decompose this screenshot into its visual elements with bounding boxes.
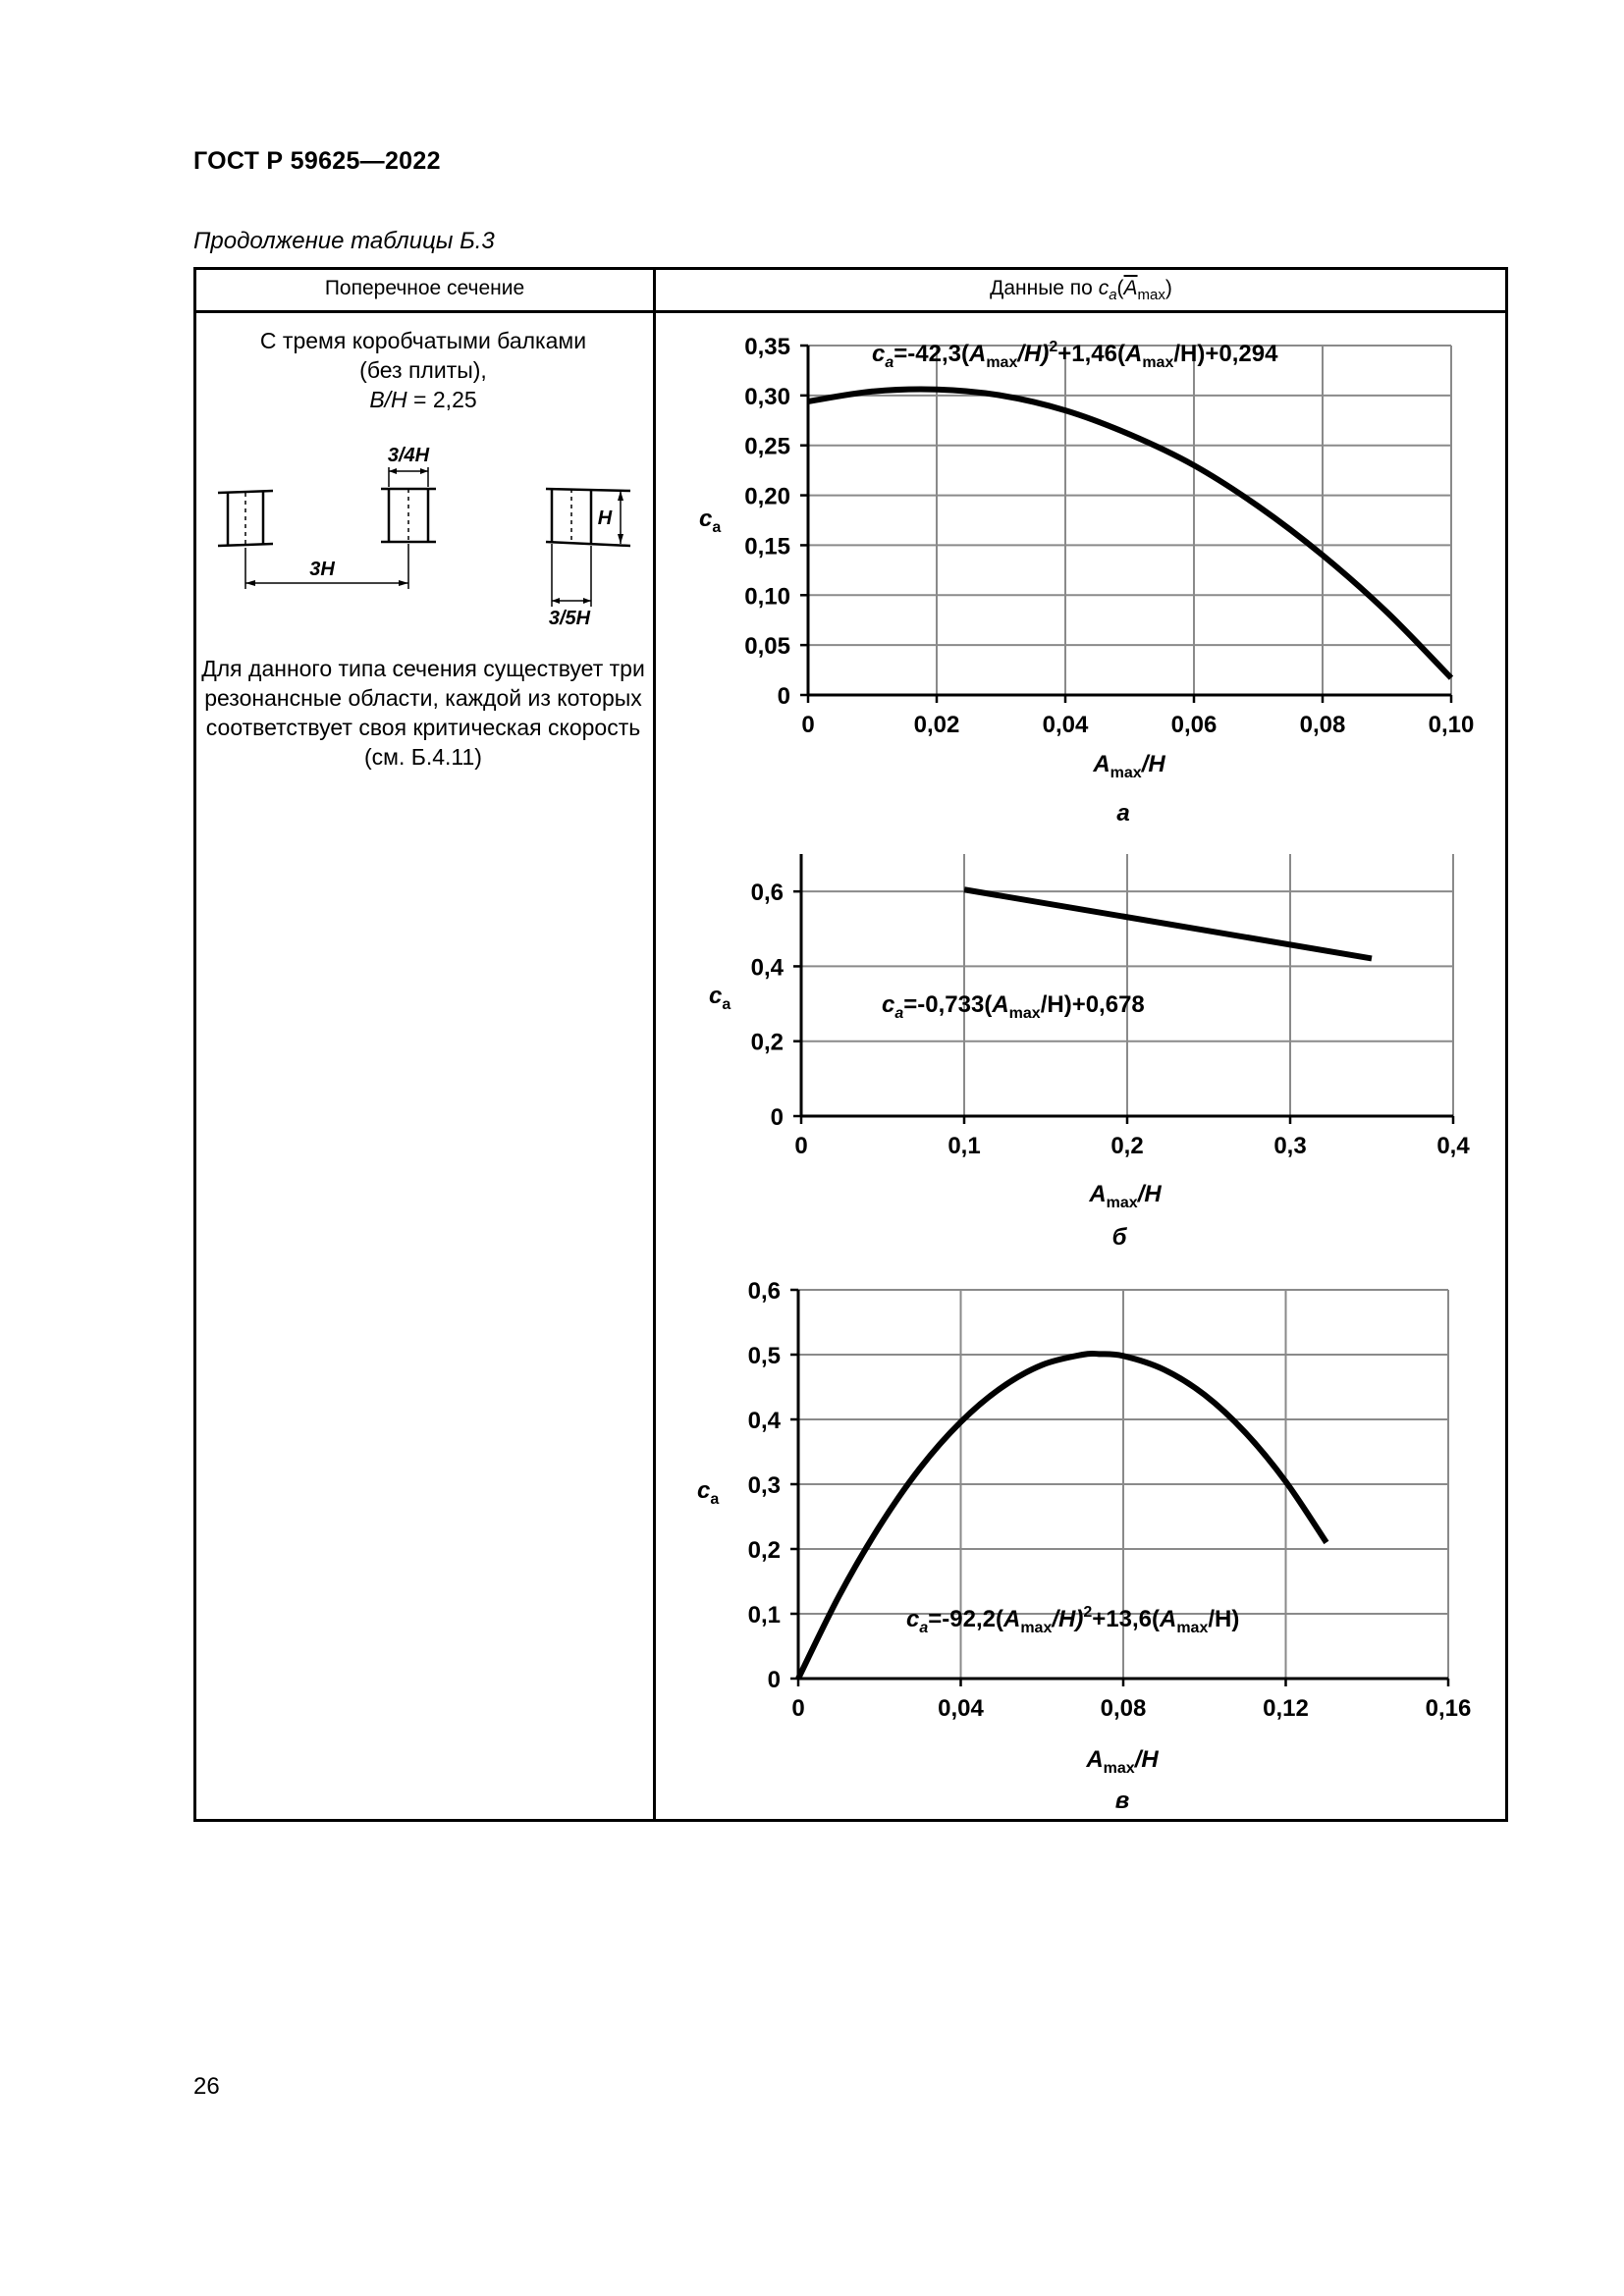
formula-c-sub: a <box>894 1005 904 1022</box>
formula-eq: =-42,3( <box>893 341 969 367</box>
x-axis-label <box>1092 751 1165 781</box>
formula-c-sub: a <box>919 1620 929 1636</box>
x-tick-label: 0,4 <box>1436 1133 1470 1159</box>
y-tick-label: 0,6 <box>747 1278 781 1305</box>
formula-label <box>906 1604 1239 1636</box>
formula-mid: +13,6( <box>1092 1606 1160 1632</box>
formula-mid: +1,46( <box>1057 341 1125 367</box>
y-tick-label: 0,4 <box>747 1408 781 1434</box>
standard-header: ГОСТ Р 59625—2022 <box>193 147 441 175</box>
formula-A-sub: max <box>1008 1005 1041 1022</box>
formula-A: A <box>968 341 987 367</box>
x-tick-label: 0,1 <box>947 1133 981 1159</box>
y-axis-label-sub: a <box>710 1491 720 1508</box>
header-data-prefix: Данные по <box>990 277 1099 299</box>
header-cross-section: Поперечное сечение <box>324 277 525 299</box>
x-axis-label <box>1088 1181 1162 1211</box>
x-tick-label: 0,16 <box>1425 1695 1472 1722</box>
chart-c-svg <box>656 1266 1506 1816</box>
sketch-spacing-label: 3H <box>309 559 335 580</box>
x-tick-label: 0 <box>801 712 815 738</box>
formula-A-sub: max <box>986 354 1018 371</box>
sketch-height-label: H <box>597 507 613 529</box>
header-divider <box>193 310 1508 313</box>
formula-A2-sub: max <box>1176 1620 1209 1636</box>
section-title-line1: С тремя коробчатыми балками <box>259 328 587 353</box>
y-axis-label-sub: a <box>722 996 731 1013</box>
formula-end: /H) <box>1208 1606 1240 1632</box>
header-paren-open: ( <box>1116 277 1124 299</box>
section-title-line2: (без плиты), <box>359 357 487 383</box>
formula-sup: 2 <box>1049 339 1058 355</box>
section-title <box>201 326 645 414</box>
chart-sub-caption: б <box>1111 1224 1127 1251</box>
header-paren-close: ) <box>1164 277 1172 299</box>
formula-slash: /H) <box>1017 341 1050 367</box>
formula-slash: /H) <box>1052 1606 1084 1632</box>
y-tick-label: 0,6 <box>750 880 784 907</box>
header-A-sub: max <box>1137 287 1165 304</box>
series-line-0 <box>808 390 1451 678</box>
y-tick-label: 0,05 <box>744 633 790 661</box>
x-tick-label: 0,10 <box>1428 712 1475 738</box>
x-tick-label: 0,08 <box>1100 1695 1147 1722</box>
y-axis-label-main: c <box>697 1477 711 1504</box>
formula-end: /H)+0,294 <box>1173 341 1278 367</box>
x-tick-label: 0,04 <box>1042 712 1089 738</box>
formula-A2: A <box>1124 341 1143 367</box>
x-axis-label-main: A <box>1089 1181 1107 1207</box>
cross-section-sketch <box>206 432 648 628</box>
x-tick-label: 0,12 <box>1263 1695 1309 1722</box>
y-tick-label: 0 <box>770 1104 784 1131</box>
formula-label <box>882 991 1145 1022</box>
formula-c-sub: a <box>885 354 894 371</box>
ratio-var: B/H <box>369 387 407 412</box>
y-tick-label: 0,20 <box>744 483 790 510</box>
formula-label <box>872 339 1278 371</box>
page-number: 26 <box>193 2073 220 2100</box>
formula-A: A <box>992 991 1009 1018</box>
y-tick-label: 0 <box>767 1667 781 1693</box>
y-tick-label: 0,4 <box>750 954 784 982</box>
y-axis-label <box>697 1477 719 1508</box>
y-tick-label: 0,30 <box>744 383 790 410</box>
x-axis-label-main: A <box>1086 1746 1104 1773</box>
section-note: Для данного типа сечения существует три резонансные области, каждой из которых соответствует своя критическая скорость (см. Б.4.11) <box>201 656 645 770</box>
sketch-bottom-width-label: 3/5H <box>548 608 591 628</box>
sketch-top-width-label: 3/4H <box>387 445 430 466</box>
formula-A2: A <box>1159 1606 1177 1632</box>
x-tick-label: 0,3 <box>1273 1133 1307 1159</box>
formula-c: c <box>872 341 886 367</box>
y-axis-label-main: c <box>699 506 713 532</box>
x-axis-label-tail: /H <box>1137 1181 1162 1207</box>
x-axis-label-tail: /H <box>1134 1746 1159 1773</box>
header-c-sub: a <box>1109 287 1117 304</box>
formula-eq: =-92,2( <box>928 1606 1003 1632</box>
y-tick-label: 0,10 <box>744 583 790 611</box>
chart-c <box>656 1266 1506 1821</box>
formula-A-sub: max <box>1020 1620 1053 1636</box>
formula-c: c <box>882 991 895 1018</box>
formula-eq: =-0,733( <box>903 991 993 1018</box>
series-line-0 <box>964 889 1372 958</box>
x-tick-label: 0 <box>794 1133 808 1159</box>
y-tick-label: 0,35 <box>744 334 790 360</box>
y-tick-label: 0,2 <box>750 1029 784 1056</box>
x-tick-label: 0,08 <box>1299 712 1346 738</box>
x-tick-label: 0,2 <box>1110 1133 1144 1159</box>
y-tick-label: 0,5 <box>747 1343 781 1369</box>
formula-c: c <box>906 1606 920 1632</box>
chart-a-svg <box>656 316 1506 827</box>
table-caption: Продолжение таблицы Б.3 <box>193 228 495 254</box>
x-axis-label-sub: max <box>1110 765 1142 781</box>
y-tick-label: 0,1 <box>747 1602 781 1629</box>
x-tick-label: 0,02 <box>913 712 960 738</box>
header-c: c <box>1098 277 1110 299</box>
x-axis-label-tail: /H <box>1141 751 1165 777</box>
chart-b <box>656 834 1506 1271</box>
y-tick-label: 0,15 <box>744 533 790 561</box>
ratio-value: = 2,25 <box>406 387 477 412</box>
x-tick-label: 0 <box>791 1695 805 1722</box>
chart-sub-caption: а <box>1116 800 1130 827</box>
formula-sup: 2 <box>1083 1604 1093 1621</box>
x-axis-label-sub: max <box>1103 1760 1135 1777</box>
y-tick-label: 0,3 <box>747 1472 781 1499</box>
x-axis-label-sub: max <box>1106 1195 1138 1211</box>
section-ratio <box>201 385 645 414</box>
header-A: $\overline{A}$ <box>1123 277 1138 299</box>
chart-b-svg <box>656 834 1506 1266</box>
x-axis-label-main: A <box>1093 751 1110 777</box>
y-axis-label-sub: a <box>712 519 722 536</box>
y-tick-label: 0 <box>777 683 790 710</box>
x-tick-label: 0,04 <box>938 1695 984 1722</box>
formula-A2-sub: max <box>1142 354 1174 371</box>
y-axis-label <box>699 506 721 536</box>
y-tick-label: 0,2 <box>747 1537 781 1564</box>
y-axis-label-main: c <box>709 983 723 1009</box>
chart-a <box>656 316 1506 831</box>
formula-end: /H)+0,678 <box>1040 991 1145 1018</box>
formula-A: A <box>1002 1606 1021 1632</box>
y-axis-label <box>709 983 731 1013</box>
chart-sub-caption: в <box>1114 1788 1130 1814</box>
y-tick-label: 0,25 <box>744 433 790 460</box>
header-data <box>656 277 1506 303</box>
x-tick-label: 0,06 <box>1170 712 1218 738</box>
x-axis-label <box>1085 1746 1159 1777</box>
